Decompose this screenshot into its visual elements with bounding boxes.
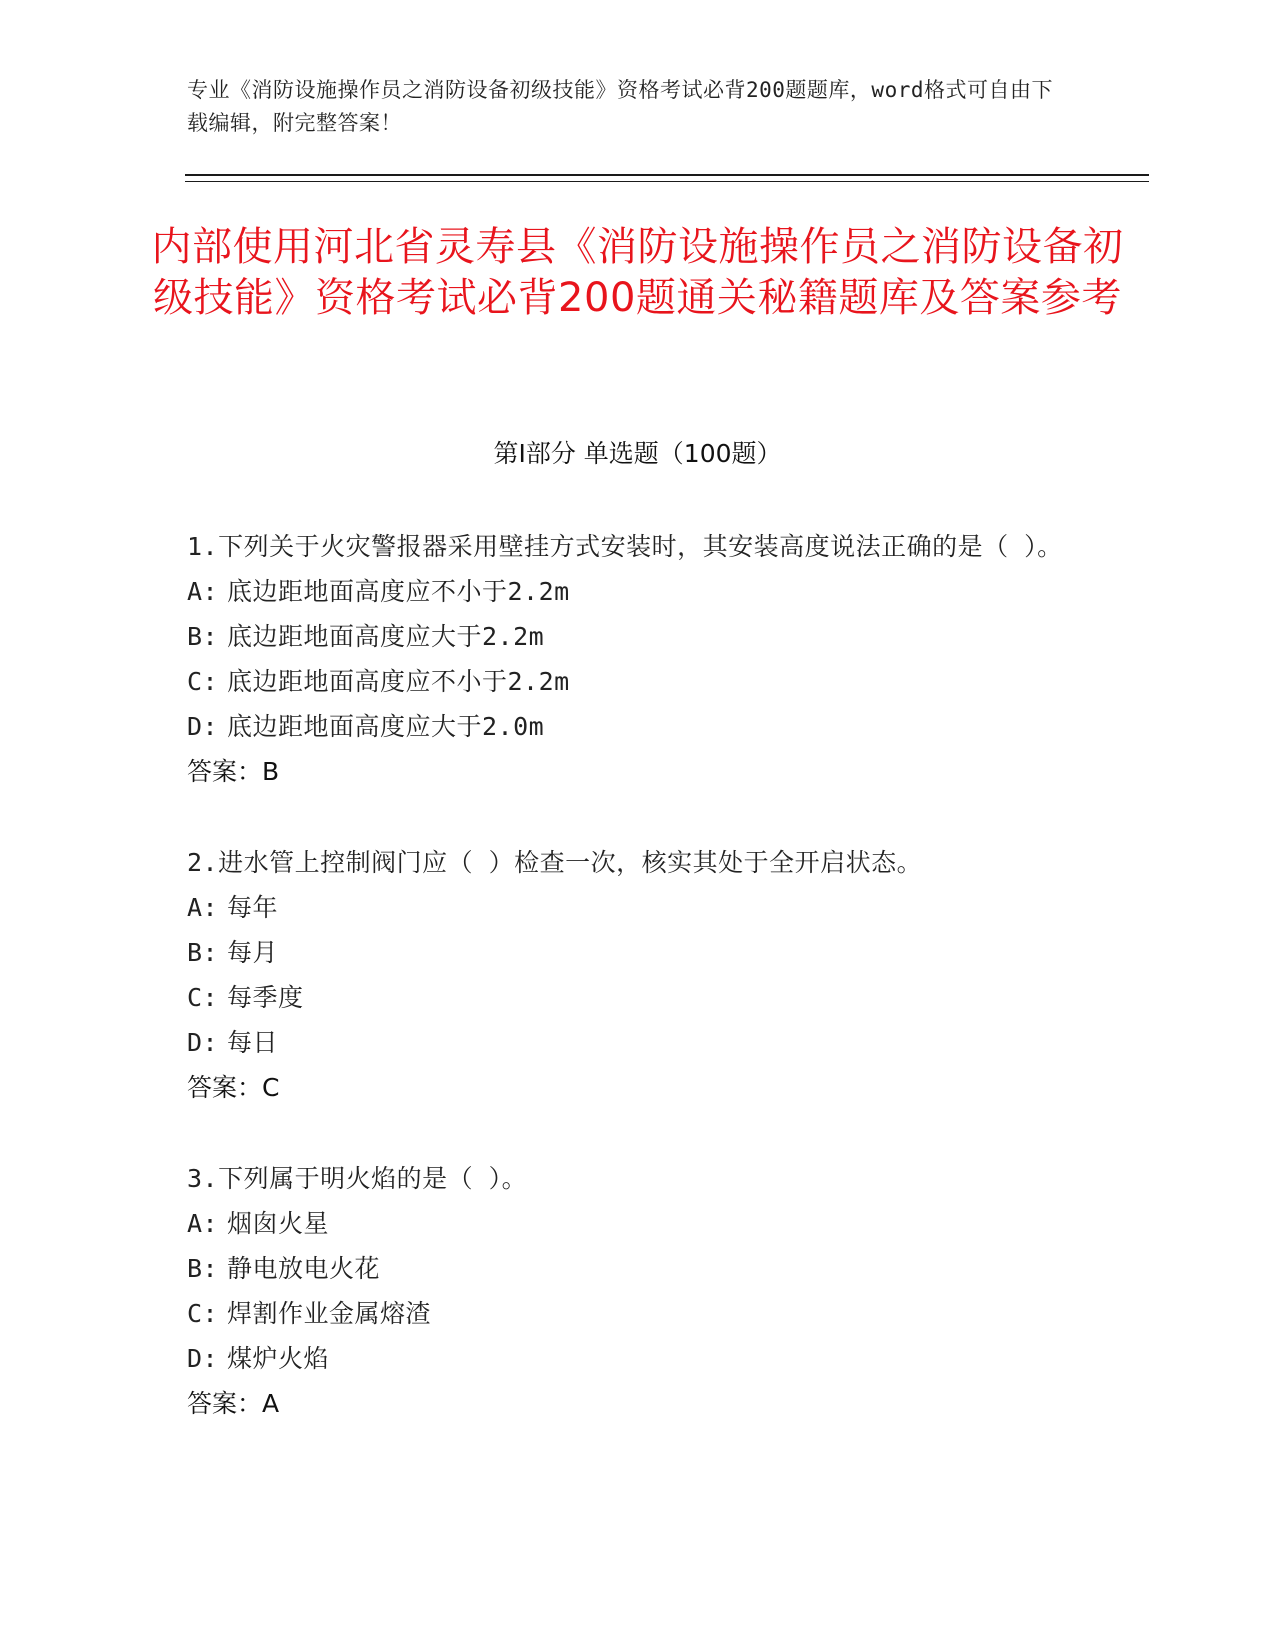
option-c bbox=[187, 659, 1087, 704]
option-b bbox=[187, 930, 1087, 975]
question-list bbox=[187, 524, 1087, 1472]
header-note: 专业《消防设施操作员之消防设备初级技能》资格考试必背200题题库，word格式可自由下载编辑，附完整答案！ bbox=[187, 78, 1053, 135]
option-b bbox=[187, 614, 1087, 659]
option-d bbox=[187, 1020, 1087, 1065]
option-text: 底边距地面高度应大于2.0m bbox=[227, 712, 545, 741]
option-key: C: bbox=[187, 1299, 219, 1328]
answer-line: 答案：A bbox=[187, 1389, 280, 1418]
option-c bbox=[187, 975, 1087, 1020]
option-a bbox=[187, 569, 1087, 614]
option-text: 每月 bbox=[227, 938, 279, 967]
option-text: 烟囱火星 bbox=[227, 1209, 330, 1238]
header-rule-thick bbox=[185, 174, 1149, 176]
option-text: 底边距地面高度应不小于2.2m bbox=[227, 667, 570, 696]
option-key: D: bbox=[187, 1344, 219, 1373]
answer-line: 答案：C bbox=[187, 1073, 280, 1102]
option-text: 底边距地面高度应大于2.2m bbox=[227, 622, 545, 651]
option-text: 每季度 bbox=[227, 983, 304, 1012]
question-stem: 3.下列属于明火焰的是（ ）。 bbox=[187, 1164, 528, 1193]
option-key: B: bbox=[187, 1254, 219, 1283]
option-text: 每年 bbox=[227, 893, 279, 922]
option-key: B: bbox=[187, 938, 219, 967]
option-text: 底边距地面高度应不小于2.2m bbox=[227, 577, 570, 606]
option-c bbox=[187, 1291, 1087, 1336]
option-key: A: bbox=[187, 577, 219, 606]
header-rule-thin bbox=[185, 181, 1149, 182]
option-text: 每日 bbox=[227, 1028, 279, 1057]
option-text: 静电放电火花 bbox=[227, 1254, 381, 1283]
question-3 bbox=[187, 1156, 1087, 1426]
option-key: C: bbox=[187, 667, 219, 696]
option-d bbox=[187, 1336, 1087, 1381]
option-key: D: bbox=[187, 1028, 219, 1057]
option-d bbox=[187, 704, 1087, 749]
option-key: D: bbox=[187, 712, 219, 741]
option-text: 焊割作业金属熔渣 bbox=[227, 1299, 432, 1328]
question-2 bbox=[187, 840, 1087, 1110]
option-a bbox=[187, 885, 1087, 930]
question-stem: 1.下列关于火灾警报器采用壁挂方式安装时，其安装高度说法正确的是（ ）。 bbox=[187, 532, 1063, 561]
option-key: C: bbox=[187, 983, 219, 1012]
answer-line: 答案：B bbox=[187, 757, 280, 786]
option-key: A: bbox=[187, 893, 219, 922]
document-title: 内部使用河北省灵寿县《消防设施操作员之消防设备初级技能》资格考试必背200题通关秘籍题库及答案参考 bbox=[151, 224, 1124, 321]
option-b bbox=[187, 1246, 1087, 1291]
section-title: 第Ⅰ部分 单选题（100题） bbox=[493, 439, 782, 468]
question-1 bbox=[187, 524, 1087, 794]
option-key: A: bbox=[187, 1209, 219, 1238]
option-a bbox=[187, 1201, 1087, 1246]
option-key: B: bbox=[187, 622, 219, 651]
question-stem: 2.进水管上控制阀门应（ ）检查一次，核实其处于全开启状态。 bbox=[187, 848, 923, 877]
option-text: 煤炉火焰 bbox=[227, 1344, 330, 1373]
